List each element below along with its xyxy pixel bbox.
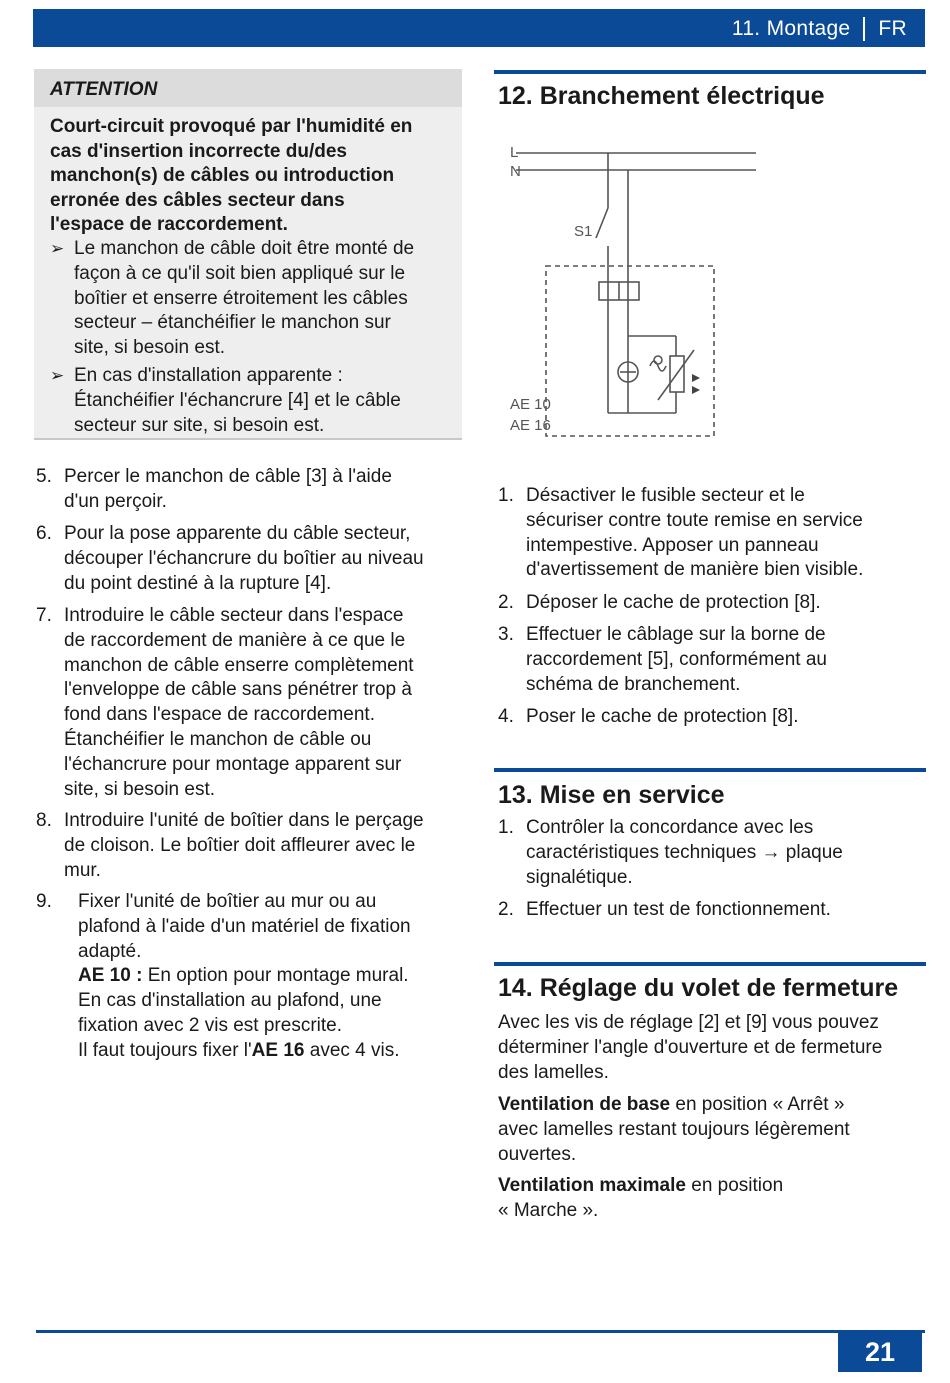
step-line: Déposer le cache de protection [8]. (526, 592, 821, 613)
step-line: l'échancrure pour montage apparent sur (64, 753, 402, 775)
bullet-line: façon à ce qu'il soit bien appliqué sur le (74, 262, 406, 284)
warning-line: manchon(s) de câbles ou introduction (50, 165, 395, 187)
step-number: 1. (498, 485, 514, 506)
step-line: Effectuer un test de fonctionnement. (526, 899, 831, 920)
step-line: de cloison. Le boîtier doit affleurer avec le (64, 834, 416, 856)
header-bar (33, 9, 925, 47)
ventilation-max-label: Ventilation maximale (498, 1175, 686, 1196)
bullet-line: Le manchon de câble doit être monté de (74, 238, 415, 259)
step-line: site, si besoin est. (64, 778, 216, 800)
step-number: 2. (498, 592, 514, 613)
step-line: adapté. (78, 940, 142, 962)
para-line: déterminer l'angle d'ouverture et de fermeture (498, 1036, 883, 1058)
temp-bulb (654, 356, 662, 364)
arrow-2 (692, 386, 700, 394)
section-title-branchement: 12. Branchement électrique (498, 82, 825, 110)
step-line: fixation avec 2 vis est prescrite. (78, 1014, 342, 1036)
step-line: Étanchéifier le manchon de câble ou (64, 728, 372, 750)
ventilation-base-label: Ventilation de base (498, 1094, 671, 1115)
step-line: caractéristiques techniques → plaque (526, 841, 843, 863)
step-line: d'avertissement de manière bien visible. (526, 559, 864, 581)
step-line: plafond à l'aide d'un matériel de fixation (78, 915, 411, 937)
ae10-text: En option pour montage mural. (142, 965, 409, 987)
para-line: avec lamelles restant toujours légèrement (498, 1118, 850, 1140)
step-line: fond dans l'espace de raccordement. (64, 704, 375, 726)
footer-rule (36, 1330, 925, 1333)
step-line: manchon de câble enserre complètement (64, 654, 414, 676)
attention-title: ATTENTION (50, 79, 158, 100)
step-line: Contrôler la concordance avec les (526, 817, 814, 838)
step-line: sécuriser contre toute remise en service (526, 509, 863, 531)
bullet-line: site, si besoin est. (74, 337, 226, 359)
section-rule (494, 70, 926, 74)
step-line: Effectuer le câblage sur la borne de (526, 624, 826, 645)
ventilation-max (498, 1174, 923, 1224)
ae16-post: avec 4 vis. (304, 1039, 400, 1061)
step-line: mur. (64, 859, 101, 881)
step-line: Poser le cache de protection [8]. (526, 706, 799, 727)
step-number: 3. (498, 624, 514, 645)
step-note-ae10 (78, 964, 411, 989)
reglage-intro (498, 1011, 923, 1085)
step-number: 8. (36, 810, 52, 831)
attention-header (34, 69, 462, 107)
para-text: en position « Arrêt » (670, 1094, 845, 1115)
switch-s1 (596, 208, 608, 238)
bullet-line: secteur – étanchéifier le manchon sur (74, 312, 391, 334)
header-section: 11. Montage (731, 17, 851, 40)
step-line: schéma de branchement. (526, 673, 741, 695)
arrow-1 (692, 374, 700, 382)
step-line: de raccordement de manière à ce que le (64, 629, 406, 651)
para-line (498, 1093, 923, 1118)
step-line: signalétique. (526, 866, 633, 888)
label-ae16: AE 16 (510, 417, 551, 434)
para-text: en position (685, 1175, 784, 1196)
step-note-ae16 (78, 1039, 411, 1064)
warning-line: Court-circuit provoqué par l'humidité en (50, 116, 413, 137)
ae10-label: AE 10 : (78, 965, 143, 987)
label-n: N (510, 163, 521, 180)
page-number: 21 (838, 1330, 922, 1372)
label-l: L (510, 144, 519, 161)
warning-line: cas d'insertion incorrecte du/des (50, 140, 347, 162)
step-number: 9. (36, 891, 52, 912)
bullet-line: Étanchéifier l'échancrure [4] et le câble (74, 389, 401, 411)
para-line: Avec les vis de réglage [2] et [9] vous pouvez (498, 1012, 879, 1033)
step-line: Pour la pose apparente du câble secteur, (64, 523, 411, 544)
bullet-line: boîtier et enserre étroitement les câbles (74, 287, 408, 309)
para-line (498, 1174, 923, 1199)
label-s1: S1 (574, 223, 593, 240)
header-language: FR (878, 17, 907, 40)
section-rule (494, 768, 926, 772)
step-line: Fixer l'unité de boîtier au mur ou au (78, 891, 377, 912)
ae16-label: AE 16 (251, 1039, 305, 1061)
step-number: 5. (36, 466, 52, 487)
device-outline (546, 266, 714, 436)
step-number: 2. (498, 899, 514, 920)
step-line: découper l'échancrure du boîtier au niveau (64, 547, 424, 569)
warning-line: erronée des câbles secteur dans (50, 189, 345, 211)
warning-line: l'espace de raccordement. (50, 214, 288, 236)
temp-wave (650, 361, 666, 371)
attention-warning (50, 115, 455, 238)
bullet-line: En cas d'installation apparente : (74, 365, 343, 386)
section-title-mise-en-service: 13. Mise en service (498, 781, 725, 809)
step-line: du point destiné à la rupture [4]. (64, 572, 332, 594)
para-line: « Marche ». (498, 1199, 599, 1221)
step-line: intempestive. Apposer un panneau (526, 534, 819, 556)
section-rule (494, 962, 926, 966)
arrow-bullet-icon: ➢ (50, 366, 65, 385)
step-line: l'enveloppe de câble sans pénétrer trop à (64, 679, 412, 701)
ae16-pre: Il faut toujours fixer l' (78, 1039, 252, 1061)
step-line: Introduire l'unité de boîtier dans le perçage (64, 810, 424, 831)
step-number: 1. (498, 817, 514, 838)
header-divider (863, 17, 865, 41)
step-number: 4. (498, 706, 514, 727)
step-number: 6. (36, 523, 52, 544)
ventilation-base (498, 1093, 923, 1167)
step-line: raccordement [5], conformément au (526, 648, 827, 670)
step-line: Percer le manchon de câble [3] à l'aide (64, 466, 392, 487)
attention-bullet-1 (50, 237, 455, 361)
attention-box (34, 69, 462, 440)
step-line: Désactiver le fusible secteur et le (526, 485, 805, 506)
wiring-diagram (498, 138, 768, 443)
label-ae10: AE 10 (510, 396, 551, 413)
step-number: 7. (36, 605, 52, 626)
header-text (732, 17, 907, 41)
step-line: d'un perçoir. (64, 490, 167, 512)
attention-bullet-2 (50, 364, 455, 438)
step-line: Introduire le câble secteur dans l'espace (64, 605, 404, 626)
arrow-bullet-icon: ➢ (50, 239, 65, 258)
section-title-reglage: 14. Réglage du volet de fermeture (498, 974, 899, 1002)
para-line: des lamelles. (498, 1061, 609, 1083)
step-line: En cas d'installation au plafond, une (78, 990, 382, 1012)
para-line: ouvertes. (498, 1143, 577, 1165)
bullet-line: secteur sur site, si besoin est. (74, 414, 325, 436)
